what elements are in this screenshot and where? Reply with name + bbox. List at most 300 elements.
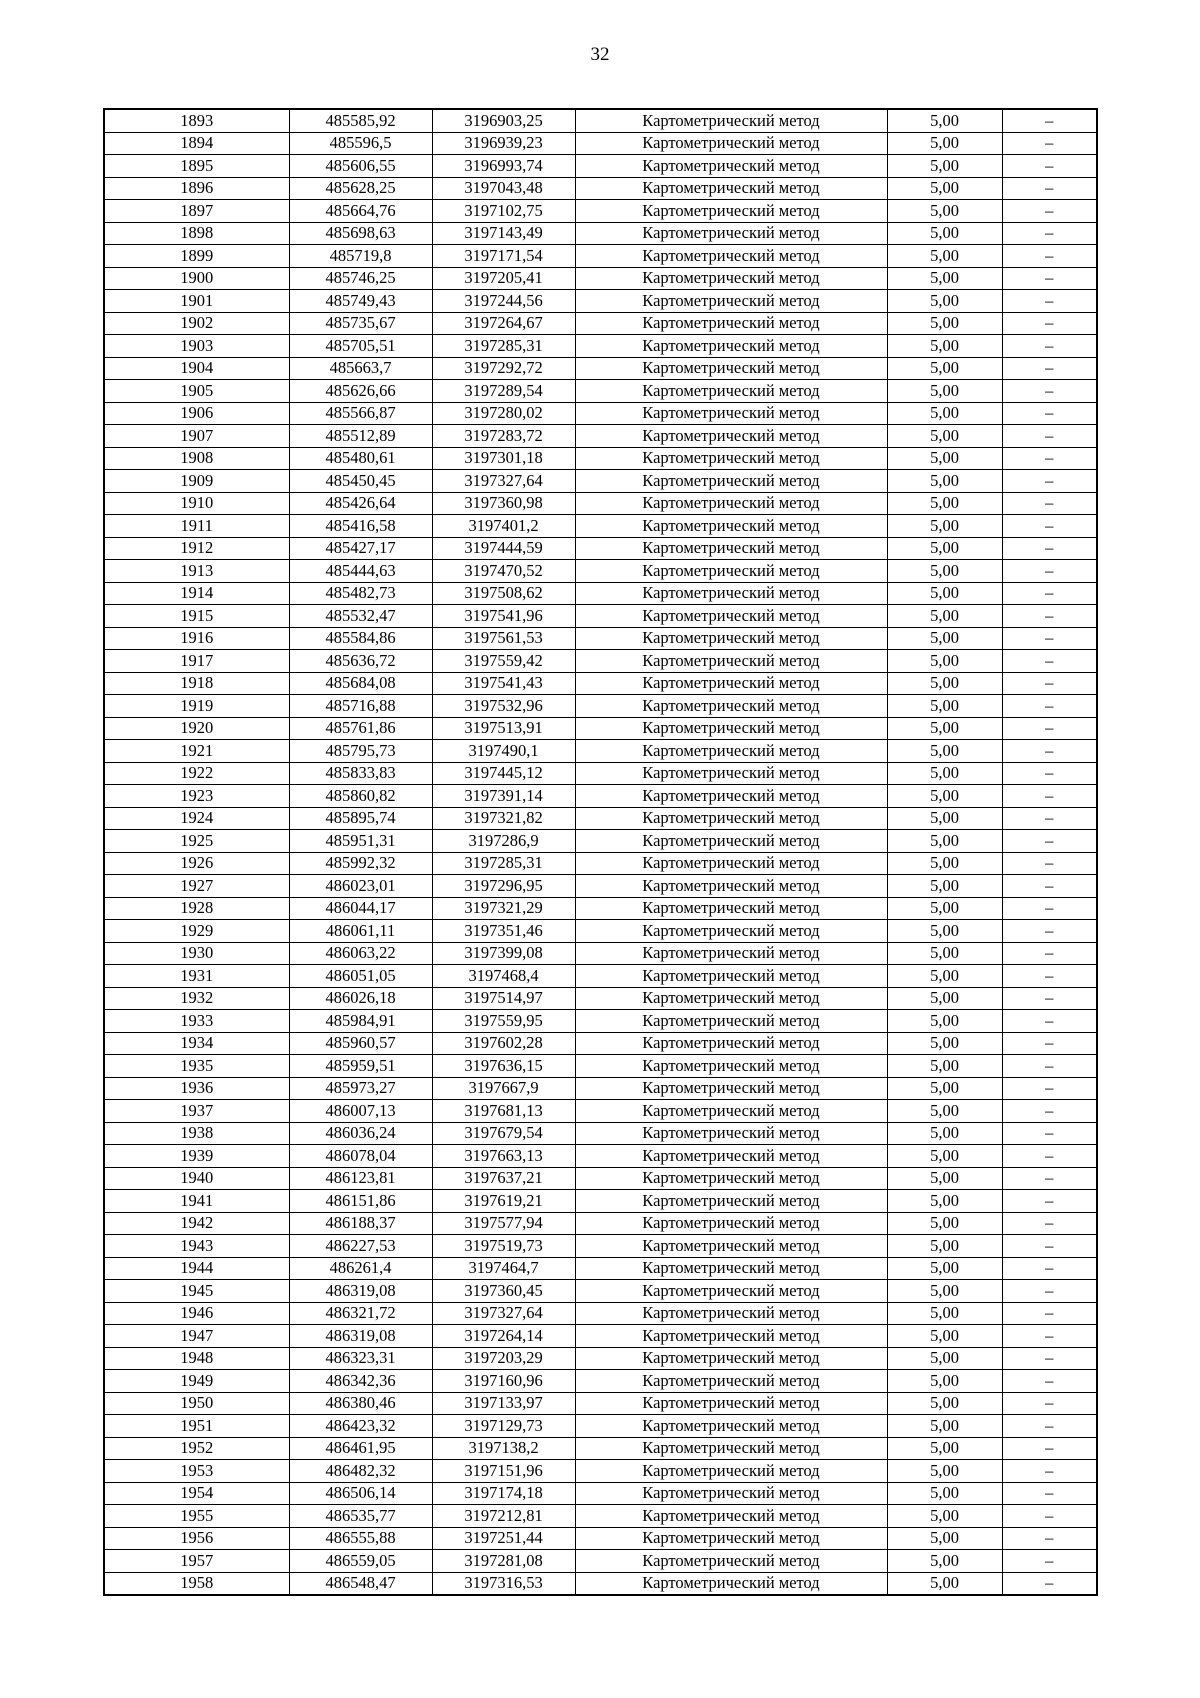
error-cell: 5,00	[887, 335, 1002, 358]
note-cell: –	[1002, 672, 1097, 695]
method-cell: Картометрический метод	[575, 762, 887, 785]
y-coordinate-cell: 3197143,49	[432, 222, 575, 245]
note-cell: –	[1002, 1527, 1097, 1550]
point-number-cell: 1938	[104, 1122, 289, 1145]
point-number-cell: 1896	[104, 177, 289, 200]
note-cell: –	[1002, 1302, 1097, 1325]
note-cell: –	[1002, 920, 1097, 943]
x-coordinate-cell: 485585,92	[289, 109, 432, 132]
y-coordinate-cell: 3197102,75	[432, 200, 575, 223]
error-cell: 5,00	[887, 717, 1002, 740]
x-coordinate-cell: 485795,73	[289, 740, 432, 763]
point-number-cell: 1910	[104, 492, 289, 515]
x-coordinate-cell: 486261,4	[289, 1257, 432, 1280]
point-number-cell: 1906	[104, 402, 289, 425]
point-number-cell: 1928	[104, 897, 289, 920]
x-coordinate-cell: 486026,18	[289, 987, 432, 1010]
x-coordinate-cell: 486319,08	[289, 1325, 432, 1348]
note-cell: –	[1002, 1077, 1097, 1100]
error-cell: 5,00	[887, 785, 1002, 808]
method-cell: Картометрический метод	[575, 1077, 887, 1100]
x-coordinate-cell: 485735,67	[289, 312, 432, 335]
point-number-cell: 1905	[104, 380, 289, 403]
point-number-cell: 1897	[104, 200, 289, 223]
method-cell: Картометрический метод	[575, 447, 887, 470]
point-number-cell: 1900	[104, 267, 289, 290]
note-cell: –	[1002, 695, 1097, 718]
x-coordinate-cell: 485716,88	[289, 695, 432, 718]
y-coordinate-cell: 3197667,9	[432, 1077, 575, 1100]
point-number-cell: 1923	[104, 785, 289, 808]
error-cell: 5,00	[887, 1370, 1002, 1393]
error-cell: 5,00	[887, 1550, 1002, 1573]
note-cell: –	[1002, 1325, 1097, 1348]
table-row	[104, 1212, 1097, 1235]
x-coordinate-cell: 485482,73	[289, 582, 432, 605]
y-coordinate-cell: 3197327,64	[432, 1302, 575, 1325]
point-number-cell: 1911	[104, 515, 289, 538]
table-row	[104, 605, 1097, 628]
table-row	[104, 1302, 1097, 1325]
y-coordinate-cell: 3197205,41	[432, 267, 575, 290]
x-coordinate-cell: 486036,24	[289, 1122, 432, 1145]
point-number-cell: 1944	[104, 1257, 289, 1280]
note-cell: –	[1002, 245, 1097, 268]
table-row	[104, 335, 1097, 358]
point-number-cell: 1903	[104, 335, 289, 358]
table-row	[104, 942, 1097, 965]
error-cell: 5,00	[887, 1280, 1002, 1303]
x-coordinate-cell: 486506,14	[289, 1482, 432, 1505]
method-cell: Картометрический метод	[575, 1392, 887, 1415]
y-coordinate-cell: 3197679,54	[432, 1122, 575, 1145]
point-number-cell: 1936	[104, 1077, 289, 1100]
note-cell: –	[1002, 807, 1097, 830]
note-cell: –	[1002, 155, 1097, 178]
y-coordinate-cell: 3197138,2	[432, 1437, 575, 1460]
method-cell: Картометрический метод	[575, 222, 887, 245]
point-number-cell: 1904	[104, 357, 289, 380]
table-row	[104, 1190, 1097, 1213]
x-coordinate-cell: 485992,32	[289, 852, 432, 875]
table-row	[104, 717, 1097, 740]
y-coordinate-cell: 3197281,08	[432, 1550, 575, 1573]
method-cell: Картометрический метод	[575, 627, 887, 650]
note-cell: –	[1002, 222, 1097, 245]
y-coordinate-cell: 3197321,29	[432, 897, 575, 920]
error-cell: 5,00	[887, 875, 1002, 898]
error-cell: 5,00	[887, 492, 1002, 515]
x-coordinate-cell: 485566,87	[289, 402, 432, 425]
table-row	[104, 1370, 1097, 1393]
note-cell: –	[1002, 942, 1097, 965]
y-coordinate-cell: 3197316,53	[432, 1572, 575, 1595]
error-cell: 5,00	[887, 1100, 1002, 1123]
table-row	[104, 132, 1097, 155]
table-row	[104, 807, 1097, 830]
note-cell: –	[1002, 1550, 1097, 1573]
table-row	[104, 897, 1097, 920]
method-cell: Картометрический метод	[575, 312, 887, 335]
table-row	[104, 852, 1097, 875]
error-cell: 5,00	[887, 920, 1002, 943]
y-coordinate-cell: 3197244,56	[432, 290, 575, 313]
x-coordinate-cell: 486548,47	[289, 1572, 432, 1595]
point-number-cell: 1917	[104, 650, 289, 673]
table-body	[104, 109, 1097, 1595]
method-cell: Картометрический метод	[575, 852, 887, 875]
error-cell: 5,00	[887, 1347, 1002, 1370]
point-number-cell: 1940	[104, 1167, 289, 1190]
x-coordinate-cell: 486188,37	[289, 1212, 432, 1235]
y-coordinate-cell: 3197301,18	[432, 447, 575, 470]
error-cell: 5,00	[887, 942, 1002, 965]
x-coordinate-cell: 485761,86	[289, 717, 432, 740]
note-cell: –	[1002, 290, 1097, 313]
error-cell: 5,00	[887, 582, 1002, 605]
y-coordinate-cell: 3197212,81	[432, 1505, 575, 1528]
x-coordinate-cell: 486151,86	[289, 1190, 432, 1213]
x-coordinate-cell: 486535,77	[289, 1505, 432, 1528]
x-coordinate-cell: 485663,7	[289, 357, 432, 380]
method-cell: Картометрический метод	[575, 109, 887, 132]
point-number-cell: 1918	[104, 672, 289, 695]
x-coordinate-cell: 485596,5	[289, 132, 432, 155]
point-number-cell: 1945	[104, 1280, 289, 1303]
x-coordinate-cell: 485705,51	[289, 335, 432, 358]
error-cell: 5,00	[887, 830, 1002, 853]
x-coordinate-cell: 486461,95	[289, 1437, 432, 1460]
y-coordinate-cell: 3197286,9	[432, 830, 575, 853]
table-row	[104, 290, 1097, 313]
x-coordinate-cell: 485450,45	[289, 470, 432, 493]
note-cell: –	[1002, 965, 1097, 988]
error-cell: 5,00	[887, 605, 1002, 628]
x-coordinate-cell: 486323,31	[289, 1347, 432, 1370]
table-row	[104, 965, 1097, 988]
y-coordinate-cell: 3197444,59	[432, 537, 575, 560]
method-cell: Картометрический метод	[575, 582, 887, 605]
note-cell: –	[1002, 650, 1097, 673]
note-cell: –	[1002, 177, 1097, 200]
method-cell: Картометрический метод	[575, 1325, 887, 1348]
point-number-cell: 1901	[104, 290, 289, 313]
x-coordinate-cell: 485628,25	[289, 177, 432, 200]
note-cell: –	[1002, 1032, 1097, 1055]
point-number-cell: 1956	[104, 1527, 289, 1550]
error-cell: 5,00	[887, 177, 1002, 200]
y-coordinate-cell: 3197513,91	[432, 717, 575, 740]
x-coordinate-cell: 485984,91	[289, 1010, 432, 1033]
error-cell: 5,00	[887, 1392, 1002, 1415]
table-row	[104, 695, 1097, 718]
y-coordinate-cell: 3196993,74	[432, 155, 575, 178]
table-row	[104, 987, 1097, 1010]
method-cell: Картометрический метод	[575, 1347, 887, 1370]
point-number-cell: 1913	[104, 560, 289, 583]
note-cell: –	[1002, 1055, 1097, 1078]
point-number-cell: 1927	[104, 875, 289, 898]
point-number-cell: 1920	[104, 717, 289, 740]
table-row	[104, 650, 1097, 673]
error-cell: 5,00	[887, 1527, 1002, 1550]
table-row	[104, 1055, 1097, 1078]
table-row	[104, 109, 1097, 132]
method-cell: Картометрический метод	[575, 717, 887, 740]
table-row	[104, 1077, 1097, 1100]
x-coordinate-cell: 485444,63	[289, 560, 432, 583]
error-cell: 5,00	[887, 740, 1002, 763]
y-coordinate-cell: 3197532,96	[432, 695, 575, 718]
method-cell: Картометрический метод	[575, 1527, 887, 1550]
y-coordinate-cell: 3197561,53	[432, 627, 575, 650]
y-coordinate-cell: 3197541,96	[432, 605, 575, 628]
y-coordinate-cell: 3197251,44	[432, 1527, 575, 1550]
note-cell: –	[1002, 740, 1097, 763]
y-coordinate-cell: 3197285,31	[432, 335, 575, 358]
table-row	[104, 1572, 1097, 1595]
note-cell: –	[1002, 1190, 1097, 1213]
point-number-cell: 1947	[104, 1325, 289, 1348]
y-coordinate-cell: 3197129,73	[432, 1415, 575, 1438]
error-cell: 5,00	[887, 627, 1002, 650]
x-coordinate-cell: 485480,61	[289, 447, 432, 470]
method-cell: Картометрический метод	[575, 132, 887, 155]
x-coordinate-cell: 486482,32	[289, 1460, 432, 1483]
method-cell: Картометрический метод	[575, 920, 887, 943]
method-cell: Картометрический метод	[575, 1415, 887, 1438]
note-cell: –	[1002, 582, 1097, 605]
note-cell: –	[1002, 380, 1097, 403]
point-number-cell: 1924	[104, 807, 289, 830]
table-row	[104, 447, 1097, 470]
note-cell: –	[1002, 402, 1097, 425]
table-row	[104, 177, 1097, 200]
y-coordinate-cell: 3197203,29	[432, 1347, 575, 1370]
error-cell: 5,00	[887, 1122, 1002, 1145]
x-coordinate-cell: 486078,04	[289, 1145, 432, 1168]
x-coordinate-cell: 486007,13	[289, 1100, 432, 1123]
y-coordinate-cell: 3197399,08	[432, 942, 575, 965]
table-row	[104, 312, 1097, 335]
table-row	[104, 200, 1097, 223]
point-number-cell: 1958	[104, 1572, 289, 1595]
method-cell: Картометрический метод	[575, 1550, 887, 1573]
x-coordinate-cell: 485416,58	[289, 515, 432, 538]
method-cell: Картометрический метод	[575, 1482, 887, 1505]
note-cell: –	[1002, 1415, 1097, 1438]
y-coordinate-cell: 3197464,7	[432, 1257, 575, 1280]
table-row	[104, 1100, 1097, 1123]
point-number-cell: 1934	[104, 1032, 289, 1055]
method-cell: Картометрический метод	[575, 897, 887, 920]
y-coordinate-cell: 3197327,64	[432, 470, 575, 493]
error-cell: 5,00	[887, 1212, 1002, 1235]
method-cell: Картометрический метод	[575, 1437, 887, 1460]
point-number-cell: 1955	[104, 1505, 289, 1528]
table-row	[104, 1325, 1097, 1348]
y-coordinate-cell: 3197637,21	[432, 1167, 575, 1190]
table-row	[104, 1257, 1097, 1280]
y-coordinate-cell: 3197283,72	[432, 425, 575, 448]
method-cell: Картометрический метод	[575, 1370, 887, 1393]
note-cell: –	[1002, 1505, 1097, 1528]
method-cell: Картометрический метод	[575, 1100, 887, 1123]
note-cell: –	[1002, 1010, 1097, 1033]
table-row	[104, 740, 1097, 763]
y-coordinate-cell: 3197292,72	[432, 357, 575, 380]
y-coordinate-cell: 3197160,96	[432, 1370, 575, 1393]
error-cell: 5,00	[887, 132, 1002, 155]
note-cell: –	[1002, 1347, 1097, 1370]
method-cell: Картометрический метод	[575, 875, 887, 898]
method-cell: Картометрический метод	[575, 380, 887, 403]
method-cell: Картометрический метод	[575, 1010, 887, 1033]
x-coordinate-cell: 486123,81	[289, 1167, 432, 1190]
error-cell: 5,00	[887, 1032, 1002, 1055]
table-row	[104, 875, 1097, 898]
note-cell: –	[1002, 785, 1097, 808]
error-cell: 5,00	[887, 155, 1002, 178]
error-cell: 5,00	[887, 290, 1002, 313]
x-coordinate-cell: 485749,43	[289, 290, 432, 313]
error-cell: 5,00	[887, 402, 1002, 425]
error-cell: 5,00	[887, 222, 1002, 245]
note-cell: –	[1002, 335, 1097, 358]
x-coordinate-cell: 485719,8	[289, 245, 432, 268]
point-number-cell: 1899	[104, 245, 289, 268]
error-cell: 5,00	[887, 1505, 1002, 1528]
table-row	[104, 357, 1097, 380]
y-coordinate-cell: 3197171,54	[432, 245, 575, 268]
method-cell: Картометрический метод	[575, 560, 887, 583]
x-coordinate-cell: 486321,72	[289, 1302, 432, 1325]
y-coordinate-cell: 3197133,97	[432, 1392, 575, 1415]
note-cell: –	[1002, 1167, 1097, 1190]
x-coordinate-cell: 485960,57	[289, 1032, 432, 1055]
table-row	[104, 1505, 1097, 1528]
error-cell: 5,00	[887, 1145, 1002, 1168]
point-number-cell: 1937	[104, 1100, 289, 1123]
point-number-cell: 1942	[104, 1212, 289, 1235]
y-coordinate-cell: 3197264,14	[432, 1325, 575, 1348]
x-coordinate-cell: 486319,08	[289, 1280, 432, 1303]
x-coordinate-cell: 485973,27	[289, 1077, 432, 1100]
method-cell: Картометрический метод	[575, 1257, 887, 1280]
method-cell: Картометрический метод	[575, 290, 887, 313]
y-coordinate-cell: 3197360,98	[432, 492, 575, 515]
method-cell: Картометрический метод	[575, 155, 887, 178]
error-cell: 5,00	[887, 650, 1002, 673]
error-cell: 5,00	[887, 987, 1002, 1010]
point-number-cell: 1895	[104, 155, 289, 178]
error-cell: 5,00	[887, 267, 1002, 290]
point-number-cell: 1949	[104, 1370, 289, 1393]
x-coordinate-cell: 485684,08	[289, 672, 432, 695]
x-coordinate-cell: 485951,31	[289, 830, 432, 853]
point-number-cell: 1893	[104, 109, 289, 132]
y-coordinate-cell: 3197280,02	[432, 402, 575, 425]
point-number-cell: 1957	[104, 1550, 289, 1573]
y-coordinate-cell: 3197470,52	[432, 560, 575, 583]
method-cell: Картометрический метод	[575, 267, 887, 290]
x-coordinate-cell: 485895,74	[289, 807, 432, 830]
point-number-cell: 1907	[104, 425, 289, 448]
note-cell: –	[1002, 447, 1097, 470]
table-row	[104, 672, 1097, 695]
x-coordinate-cell: 486380,46	[289, 1392, 432, 1415]
y-coordinate-cell: 3196903,25	[432, 109, 575, 132]
error-cell: 5,00	[887, 1460, 1002, 1483]
error-cell: 5,00	[887, 807, 1002, 830]
table-row	[104, 1122, 1097, 1145]
point-number-cell: 1935	[104, 1055, 289, 1078]
note-cell: –	[1002, 852, 1097, 875]
error-cell: 5,00	[887, 1415, 1002, 1438]
y-coordinate-cell: 3197151,96	[432, 1460, 575, 1483]
note-cell: –	[1002, 875, 1097, 898]
x-coordinate-cell: 485698,63	[289, 222, 432, 245]
method-cell: Картометрический метод	[575, 515, 887, 538]
point-number-cell: 1930	[104, 942, 289, 965]
y-coordinate-cell: 3197174,18	[432, 1482, 575, 1505]
x-coordinate-cell: 485606,55	[289, 155, 432, 178]
point-number-cell: 1950	[104, 1392, 289, 1415]
table-row	[104, 1437, 1097, 1460]
note-cell: –	[1002, 1572, 1097, 1595]
x-coordinate-cell: 485860,82	[289, 785, 432, 808]
method-cell: Картометрический метод	[575, 1167, 887, 1190]
error-cell: 5,00	[887, 537, 1002, 560]
note-cell: –	[1002, 1212, 1097, 1235]
method-cell: Картометрический метод	[575, 1505, 887, 1528]
method-cell: Картометрический метод	[575, 807, 887, 830]
error-cell: 5,00	[887, 1437, 1002, 1460]
y-coordinate-cell: 3197391,14	[432, 785, 575, 808]
error-cell: 5,00	[887, 1235, 1002, 1258]
error-cell: 5,00	[887, 672, 1002, 695]
table-row	[104, 1392, 1097, 1415]
point-number-cell: 1951	[104, 1415, 289, 1438]
x-coordinate-cell: 486051,05	[289, 965, 432, 988]
note-cell: –	[1002, 132, 1097, 155]
method-cell: Картометрический метод	[575, 1190, 887, 1213]
x-coordinate-cell: 485512,89	[289, 425, 432, 448]
table-row	[104, 1280, 1097, 1303]
error-cell: 5,00	[887, 695, 1002, 718]
x-coordinate-cell: 485746,25	[289, 267, 432, 290]
point-number-cell: 1894	[104, 132, 289, 155]
table-row	[104, 402, 1097, 425]
method-cell: Картометрический метод	[575, 650, 887, 673]
note-cell: –	[1002, 1122, 1097, 1145]
table-row	[104, 470, 1097, 493]
method-cell: Картометрический метод	[575, 965, 887, 988]
point-number-cell: 1909	[104, 470, 289, 493]
point-number-cell: 1926	[104, 852, 289, 875]
point-number-cell: 1921	[104, 740, 289, 763]
x-coordinate-cell: 485636,72	[289, 650, 432, 673]
error-cell: 5,00	[887, 1302, 1002, 1325]
table-row	[104, 785, 1097, 808]
note-cell: –	[1002, 762, 1097, 785]
method-cell: Картометрический метод	[575, 1032, 887, 1055]
table-row	[104, 1415, 1097, 1438]
note-cell: –	[1002, 200, 1097, 223]
error-cell: 5,00	[887, 1055, 1002, 1078]
method-cell: Картометрический метод	[575, 672, 887, 695]
table-row	[104, 1167, 1097, 1190]
